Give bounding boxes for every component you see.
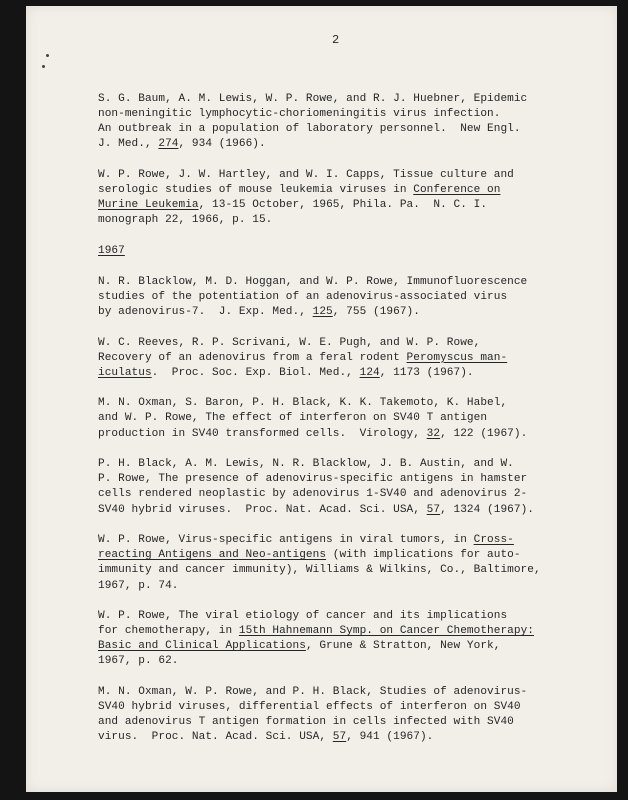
page-number: 2 — [332, 33, 340, 47]
margin-mark — [42, 65, 45, 68]
year-heading: 1967 — [98, 244, 125, 257]
underlined-text: Murine Leukemia — [98, 199, 199, 212]
margin-mark — [46, 54, 49, 57]
underlined-text: reacting Antigens and Neo-antigens — [98, 549, 327, 562]
reference-entry — [98, 685, 568, 745]
text-segment: (with implications for auto- — [326, 549, 521, 562]
reference-line — [98, 275, 568, 290]
reference-line — [98, 92, 568, 107]
text-segment: N. R. Blacklow, M. D. Hoggan, and W. P. Rowe, Immunofluorescence — [98, 275, 528, 288]
text-segment: for chemotherapy, in — [98, 625, 239, 638]
text-segment: 1967, p. 74. — [98, 579, 179, 592]
reference-line — [98, 503, 568, 518]
underlined-text: 274 — [158, 138, 179, 151]
references-1966 — [98, 92, 568, 228]
underlined-text: 57 — [426, 503, 441, 516]
text-segment: S. G. Baum, A. M. Lewis, W. P. Rowe, and R. J. Huebner, Epidemic — [98, 93, 528, 105]
text-segment: , Grune & Stratton, New York, — [305, 640, 501, 653]
text-segment: monograph 22, 1966, p. 15. — [98, 214, 273, 227]
underlined-text: Cross- — [473, 534, 514, 547]
reference-line — [98, 730, 568, 745]
reference-line — [98, 411, 568, 426]
text-segment: non-meningitic lymphocytic-choriomeningitis virus infection. — [98, 108, 501, 121]
reference-line — [98, 472, 568, 487]
text-segment: immunity and cancer immunity), Williams & Wilkins, Co., Baltimore, — [98, 564, 541, 577]
reference-entry — [98, 457, 568, 517]
text-segment: W. P. Rowe, Virus-specific antigens in viral tumors, in — [98, 534, 474, 547]
text-segment: W. P. Rowe, The viral etiology of cancer and its implications — [98, 610, 508, 623]
reference-entry — [98, 609, 568, 669]
text-segment: . Proc. Soc. Exp. Biol. Med., — [151, 366, 360, 379]
reference-line — [98, 609, 568, 624]
text-segment: , 122 (1967). — [440, 427, 528, 440]
reference-line — [98, 137, 568, 152]
text-segment: An outbreak in a population of laboratory personnel. New Engl. — [98, 123, 521, 136]
reference-line — [98, 579, 568, 594]
reference-line — [98, 639, 568, 654]
reference-line — [98, 336, 568, 351]
text-segment: Recovery of an adenovirus from a feral rodent — [98, 351, 407, 364]
text-segment: , 941 (1967). — [346, 731, 434, 744]
underlined-text: 57 — [332, 731, 347, 744]
reference-line — [98, 351, 568, 366]
underlined-text: 15th Hahnemann Symp. on Cancer Chemotherapy: — [238, 625, 534, 638]
reference-entry — [98, 396, 568, 441]
reference-entry — [98, 336, 568, 381]
reference-entry — [98, 275, 568, 320]
text-segment: J. Med., — [98, 138, 159, 151]
text-segment: SV40 hybrid viruses, differential effects of interferon on SV40 — [98, 701, 521, 714]
text-segment: virus. Proc. Nat. Acad. Sci. USA, — [98, 731, 333, 744]
text-segment: cells rendered neoplastic by adenovirus 1-SV40 and adenovirus 2- — [98, 488, 528, 501]
underlined-text: Basic and Clinical Applications — [98, 640, 306, 653]
underlined-text: 124 — [359, 366, 380, 379]
text-segment: P. H. Black, A. M. Lewis, N. R. Blacklow, J. B. Austin, and W. — [98, 458, 514, 471]
text-segment: , 934 (1966). — [178, 138, 266, 151]
text-segment: , 13-15 October, 1965, Phila. Pa. N. C. I. — [198, 199, 488, 212]
reference-line — [98, 624, 568, 639]
text-segment: studies of the potentiation of an adenovirus-associated virus — [98, 290, 508, 303]
underlined-text: Peromyscus man- — [406, 351, 508, 364]
reference-line — [98, 198, 568, 213]
reference-entry — [98, 168, 568, 228]
reference-line — [98, 305, 568, 320]
reference-line — [98, 457, 568, 472]
reference-line — [98, 715, 568, 730]
reference-line — [98, 290, 568, 305]
text-segment: W. P. Rowe, J. W. Hartley, and W. I. Capps, Tissue culture and — [98, 168, 514, 181]
reference-line — [98, 122, 568, 137]
reference-line — [98, 563, 568, 578]
text-segment: and W. P. Rowe, The effect of interferon on SV40 T antigen — [98, 412, 488, 425]
text-segment: , 1324 (1967). — [440, 503, 534, 516]
text-segment: 1967, p. 62. — [98, 655, 179, 668]
text-segment: serologic studies of mouse leukemia viruses in — [98, 184, 414, 197]
reference-entry — [98, 533, 568, 593]
text-segment: P. Rowe, The presence of adenovirus-specific antigens in hamster — [98, 473, 528, 486]
text-segment: by adenovirus-7. J. Exp. Med., — [98, 305, 313, 318]
reference-line — [98, 396, 568, 411]
reference-line — [98, 427, 568, 442]
underlined-text: iculatus — [98, 366, 152, 379]
reference-line — [98, 533, 568, 548]
text-segment: W. C. Reeves, R. P. Scrivani, W. E. Pugh, and W. P. Rowe, — [98, 336, 481, 349]
text-segment: M. N. Oxman, S. Baron, P. H. Black, K. K. Takemoto, K. Habel, — [98, 397, 508, 410]
reference-line — [98, 213, 568, 228]
underlined-text: 125 — [312, 305, 333, 318]
reference-line — [98, 654, 568, 669]
text-segment: , 755 (1967). — [332, 305, 420, 318]
reference-line — [98, 366, 568, 381]
reference-line — [98, 168, 568, 183]
reference-line — [98, 183, 568, 198]
references-1967 — [98, 275, 568, 746]
reference-entry — [98, 92, 568, 152]
underlined-text: Conference on — [413, 184, 501, 197]
reference-list — [98, 92, 568, 761]
text-segment: SV40 hybrid viruses. Proc. Nat. Acad. Sci. USA, — [98, 503, 427, 516]
reference-line — [98, 107, 568, 122]
text-segment: production in SV40 transformed cells. Virology, — [98, 427, 427, 440]
underlined-text: 32 — [426, 427, 441, 440]
reference-line — [98, 487, 568, 502]
text-segment: and adenovirus T antigen formation in cells infected with SV40 — [98, 716, 514, 729]
text-segment: , 1173 (1967). — [379, 366, 474, 379]
year-heading-row — [98, 244, 568, 275]
reference-line — [98, 700, 568, 715]
text-segment: M. N. Oxman, W. P. Rowe, and P. H. Black, Studies of adenovirus- — [98, 686, 528, 699]
reference-line — [98, 685, 568, 700]
reference-line — [98, 548, 568, 563]
